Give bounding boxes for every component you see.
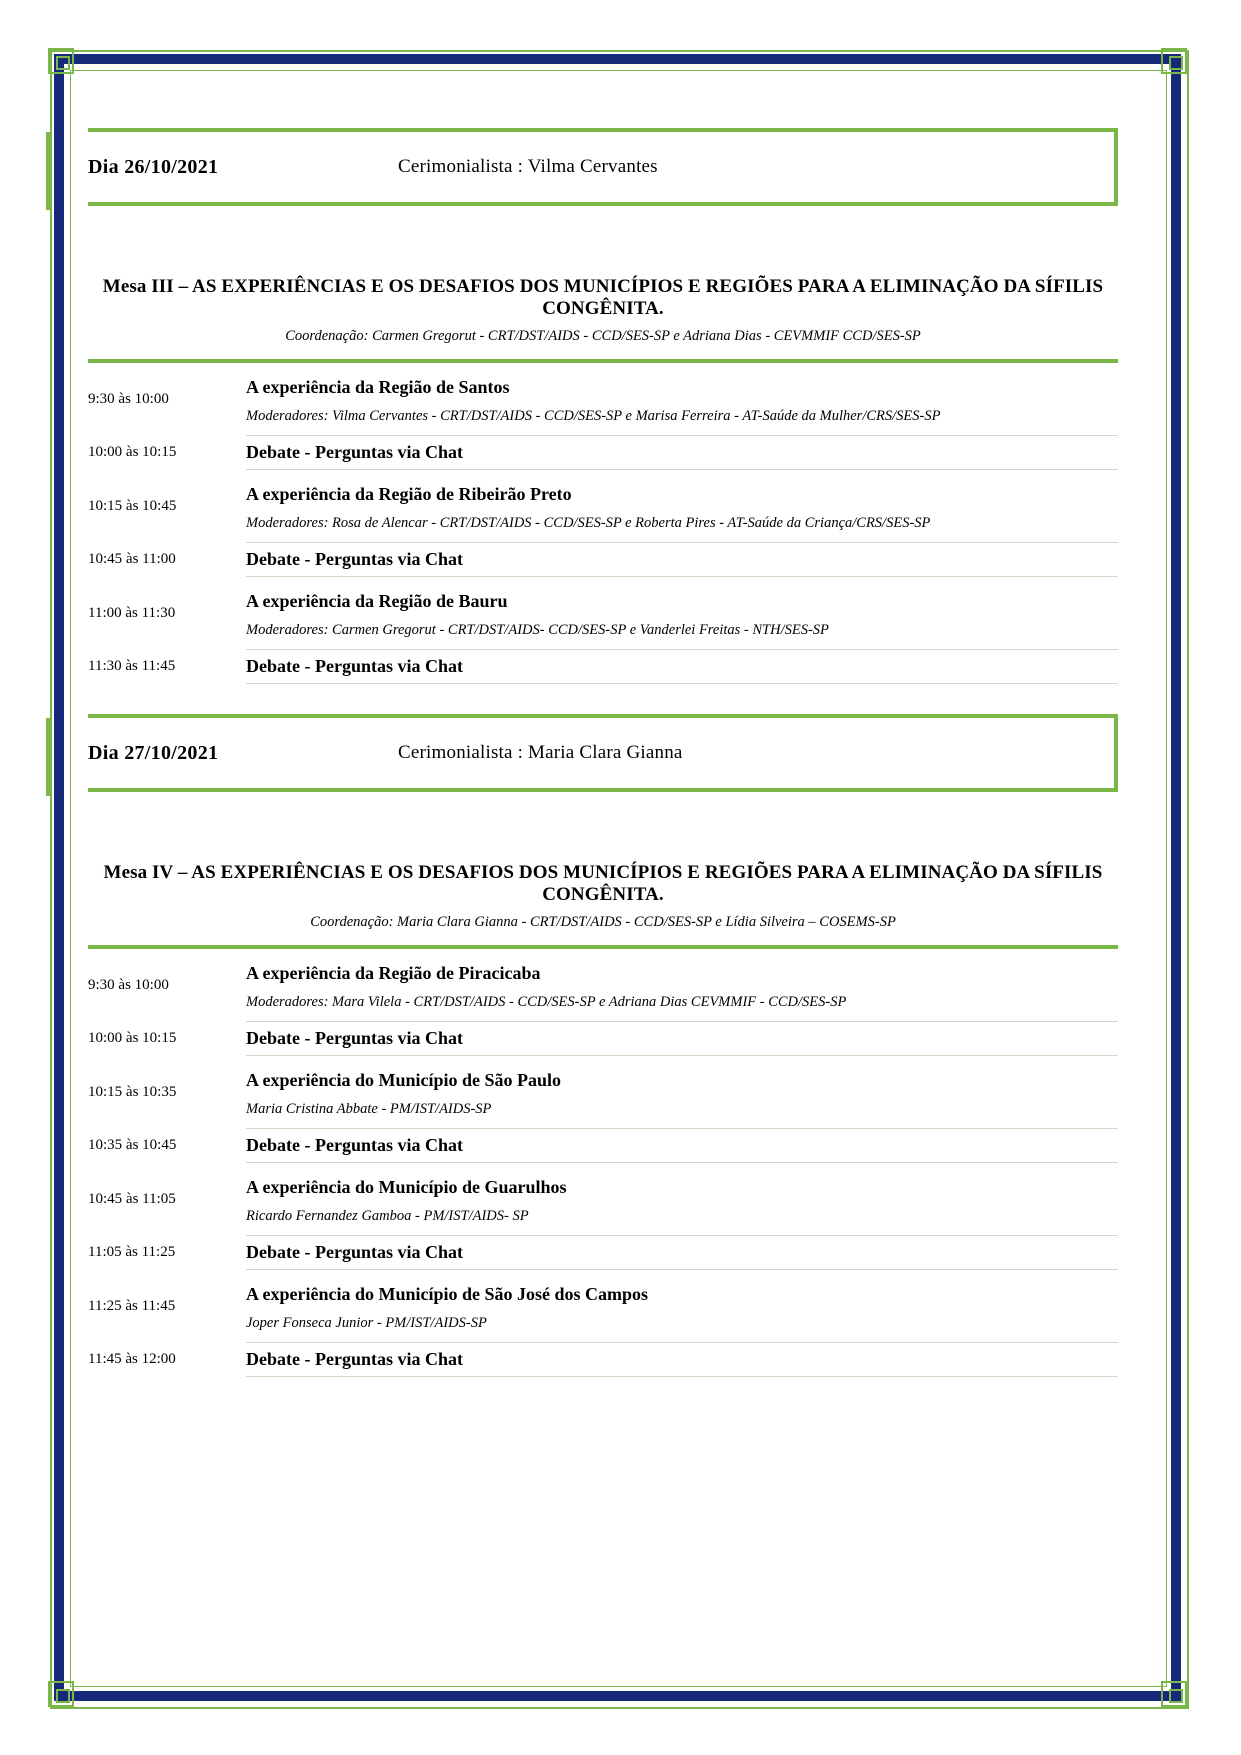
- schedule-row: [88, 1022, 1118, 1056]
- schedule-row: [88, 1236, 1118, 1270]
- session-title: Debate - Perguntas via Chat: [246, 1028, 463, 1048]
- session-title: Debate - Perguntas via Chat: [246, 1135, 463, 1155]
- session-body: [246, 650, 1118, 684]
- session-body: [246, 363, 1118, 436]
- schedule-row: [88, 1129, 1118, 1163]
- session-time: 11:45 às 12:00: [88, 1351, 176, 1367]
- schedule-row: [88, 650, 1118, 684]
- ceremonialist: Cerimonialista : Maria Clara Gianna: [398, 742, 683, 763]
- session-body: [246, 543, 1118, 577]
- session-time: 11:25 às 11:45: [88, 1297, 176, 1314]
- session-moderators: Moderadores: Carmen Gregorut - CRT/DST/AIDS- CCD/SES-SP e Vanderlei Freitas - NTH/SES-SP: [246, 622, 829, 638]
- session-title: Debate - Perguntas via Chat: [246, 656, 463, 676]
- session-time: 11:05 às 11:25: [88, 1244, 176, 1260]
- session-title: A experiência da Região de Piracicaba: [246, 963, 541, 983]
- session-time: 11:00 às 11:30: [88, 604, 176, 621]
- session-title: Debate - Perguntas via Chat: [246, 549, 463, 569]
- corner-ornament: [48, 1681, 74, 1707]
- session-speaker: Maria Cristina Abbate - PM/IST/AIDS-SP: [246, 1101, 492, 1117]
- session-time: 10:15 às 10:35: [88, 1083, 177, 1100]
- session-speaker: Joper Fonseca Junior - PM/IST/AIDS-SP: [246, 1315, 487, 1331]
- day-date: Dia 26/10/2021: [88, 155, 219, 178]
- schedule-row: [88, 1343, 1118, 1377]
- session-body: [246, 1022, 1118, 1056]
- session-title: A experiência da Região de Santos: [246, 377, 510, 397]
- session-time: 11:30 às 11:45: [88, 658, 176, 674]
- corner-ornament: [1161, 1681, 1187, 1707]
- mesa-title: Mesa III – AS EXPERIÊNCIAS E OS DESAFIOS DOS MUNICÍPIOS E REGIÕES PARA A ELIMINAÇÃO DA SÍFILIS CONGÊNITA.: [102, 276, 1104, 319]
- session-title: A experiência do Município de Guarulhos: [246, 1177, 567, 1197]
- session-title: Debate - Perguntas via Chat: [246, 1349, 463, 1369]
- corner-ornament: [48, 48, 74, 74]
- schedule-row: [88, 543, 1118, 577]
- session-body: [246, 1129, 1118, 1163]
- session-time: 10:15 às 10:45: [88, 497, 177, 514]
- program-content: [88, 128, 1118, 1377]
- session-moderators: Moderadores: Vilma Cervantes - CRT/DST/AIDS - CCD/SES-SP e Marisa Ferreira - AT-Saúde da Mulher/CRS/SES-SP: [246, 408, 941, 424]
- schedule-row: [88, 1056, 1118, 1129]
- session-title: A experiência da Região de Ribeirão Preto: [246, 484, 572, 504]
- session-title: Debate - Perguntas via Chat: [246, 1242, 463, 1262]
- schedule-row: [88, 949, 1118, 1022]
- schedule-table-day1: [88, 363, 1118, 684]
- schedule-row: [88, 1270, 1118, 1343]
- mesa-coordination: Coordenação: Maria Clara Gianna - CRT/DST/AIDS - CCD/SES-SP e Lídia Silveira – COSEMS-SP: [310, 914, 896, 930]
- mesa-coordination: Coordenação: Carmen Gregorut - CRT/DST/AIDS - CCD/SES-SP e Adriana Dias - CEVMMIF CCD/SES-SP: [285, 328, 921, 344]
- session-time: 9:30 às 10:00: [88, 390, 169, 407]
- day-date: Dia 27/10/2021: [88, 741, 219, 764]
- session-title: A experiência do Município de São José dos Campos: [246, 1284, 649, 1304]
- session-speaker: Ricardo Fernandez Gamboa - PM/IST/AIDS- SP: [246, 1208, 529, 1224]
- day-header-accent: [46, 718, 50, 796]
- schedule-row: [88, 470, 1118, 543]
- session-time: 10:45 às 11:05: [88, 1190, 176, 1207]
- session-body: [246, 1056, 1118, 1129]
- session-time: 10:45 às 11:00: [88, 551, 176, 567]
- session-body: [246, 577, 1118, 650]
- session-title: Debate - Perguntas via Chat: [246, 442, 463, 462]
- session-body: [246, 436, 1118, 470]
- session-time: 9:30 às 10:00: [88, 976, 169, 993]
- session-body: [246, 1270, 1118, 1343]
- schedule-row: [88, 363, 1118, 436]
- session-body: [246, 949, 1118, 1022]
- day-header-accent: [46, 132, 50, 210]
- session-body: [246, 1343, 1118, 1377]
- schedule-row: [88, 436, 1118, 470]
- session-body: [246, 1163, 1118, 1236]
- ceremonialist: Cerimonialista : Vilma Cervantes: [398, 156, 658, 177]
- mesa-title: Mesa IV – AS EXPERIÊNCIAS E OS DESAFIOS DOS MUNICÍPIOS E REGIÕES PARA A ELIMINAÇÃO DA SÍFILIS CONGÊNITA.: [103, 862, 1103, 905]
- corner-ornament: [1161, 48, 1187, 74]
- day-header-2: [88, 714, 1118, 792]
- session-title: A experiência do Município de São Paulo: [246, 1070, 562, 1090]
- day-header-1: [88, 128, 1118, 206]
- session-moderators: Moderadores: Rosa de Alencar - CRT/DST/AIDS - CCD/SES-SP e Roberta Pires - AT-Saúde da Criança/CRS/SES-SP: [246, 515, 931, 531]
- session-body: [246, 470, 1118, 543]
- session-time: 10:00 às 10:15: [88, 1030, 177, 1046]
- session-moderators: Moderadores: Mara Vilela - CRT/DST/AIDS - CCD/SES-SP e Adriana Dias CEVMMIF - CCD/SES-SP: [246, 994, 847, 1010]
- session-time: 10:00 às 10:15: [88, 444, 177, 460]
- session-title: A experiência da Região de Bauru: [246, 591, 508, 611]
- schedule-row: [88, 1163, 1118, 1236]
- session-body: [246, 1236, 1118, 1270]
- schedule-table-day2: [88, 949, 1118, 1377]
- session-time: 10:35 às 10:45: [88, 1137, 177, 1153]
- schedule-row: [88, 577, 1118, 650]
